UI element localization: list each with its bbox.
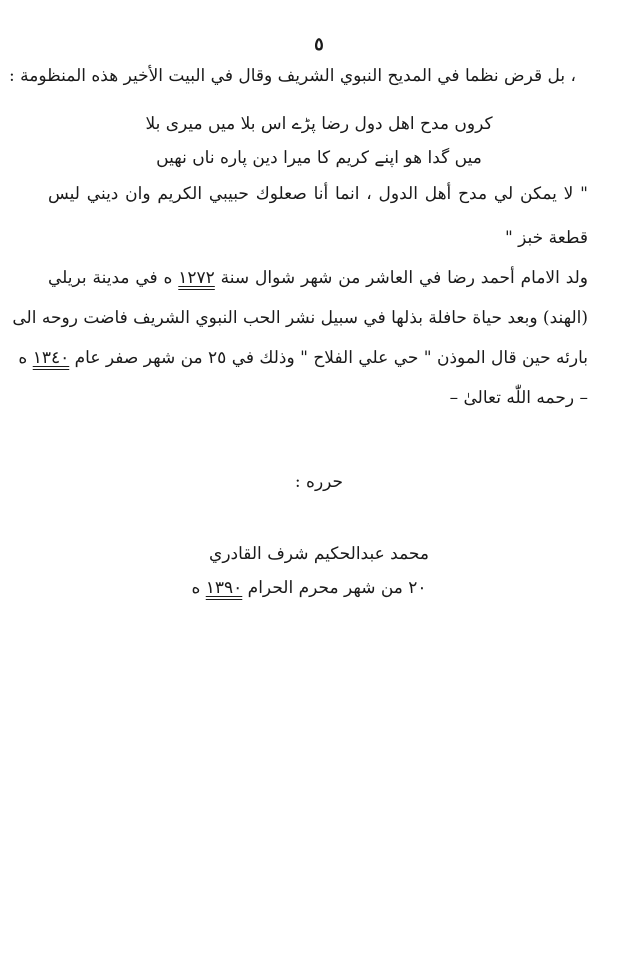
page-number: ٥	[314, 34, 324, 55]
signature-label: حرره :	[294, 472, 344, 492]
urdu-verse-line: میں گدا هو اپنے کریم کا میرا دین پاره ناں نهیں	[156, 148, 482, 168]
biography-line: ولد الامام أحمد رضا في العاشر من شهر شوال سنة ١٢٧٢ ه في مدينة بريلي	[48, 268, 589, 288]
signature-year: ١٣٩٠	[205, 578, 243, 598]
translation-line: " لا يمكن لي مدح أهل الدول ، انما أنا صعلوك حبيبي الكريم وان ديني ليس	[48, 184, 588, 204]
signature-date: ٢٠ من شهر محرم الحرام ١٣٩٠ ه	[191, 578, 427, 598]
paragraph-line: ، بل قرض نظما في المديح النبوي الشريف وقال في البيت الأخير هذه المنظومة :	[9, 66, 576, 86]
author-name: محمد عبدالحكيم شرف القادري	[209, 544, 429, 564]
biography-line: (الهند) وبعد حياة حافلة بذلها في سبيل نشر الحب النبوي الشريف فاضت روحه الى	[12, 308, 588, 328]
urdu-verse-line: کروں مدح اهل دول رضا پڑے اس بلا میں میری بلا	[145, 114, 493, 134]
death-year: ١٣٤٠	[32, 348, 70, 368]
birth-year: ١٢٧٢	[178, 268, 215, 288]
biography-line: بارئه حين قال الموذن " حي علي الفلاح " وذلك في ٢٥ من شهر صفر عام ١٣٤٠ ه	[18, 348, 588, 368]
biography-line: – رحمه اللّٰه تعالیٰ –	[449, 388, 588, 408]
translation-line: قطعة خبز "	[504, 228, 588, 248]
